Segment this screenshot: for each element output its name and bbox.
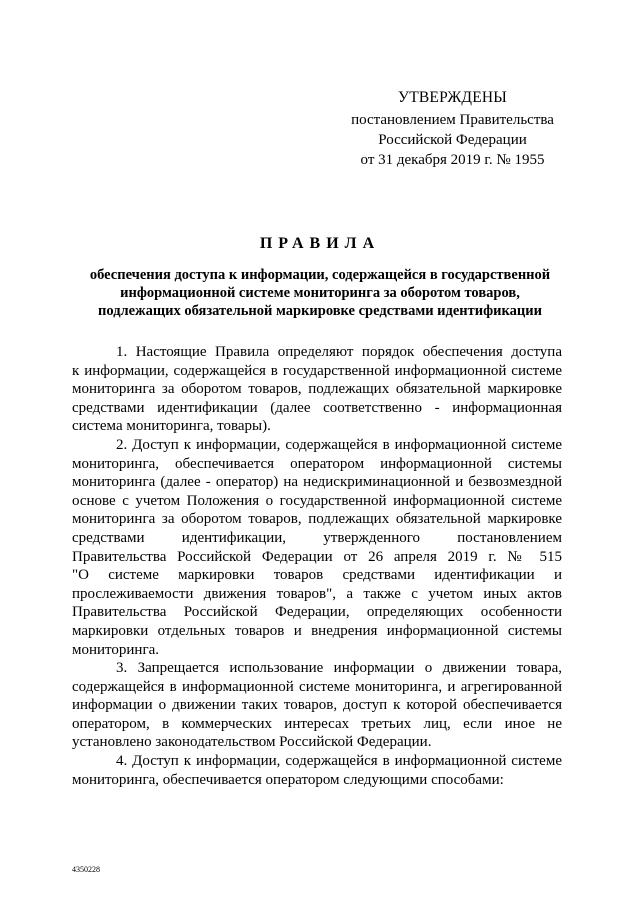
paragraph-line: мониторинга за оборотом товаров, подлежащих обязательной маркировке	[72, 381, 562, 398]
paragraph-line: прослеживаемости движения товаров", а также с учетом иных актов	[72, 585, 562, 602]
approval-block	[330, 88, 575, 170]
paragraph-line: 3. Запрещается использование информации о движении товара,	[116, 660, 562, 677]
approval-line: постановлением Правительства	[351, 112, 554, 128]
approval-heading: УТВЕРЖДЕНЫ	[398, 89, 507, 106]
paragraph-line: 1. Настоящие Правила определяют порядок обеспечения доступа	[116, 344, 562, 360]
paragraph-line: установлено законодательством Российской Федерации.	[72, 734, 432, 751]
paragraph-line: мониторинга.	[72, 641, 160, 658]
paragraph-line: мониторинга, обеспечивается оператором информационной системы	[72, 455, 562, 472]
paragraph-line: средствами идентификации (далее соответственно - информационная	[72, 399, 562, 416]
paragraph	[72, 752, 562, 789]
paragraph-line: оператором, в коммерческих интересах третьих лиц, если иное не	[72, 715, 562, 732]
paragraph-line: к информации, содержащейся в государственной информационной системе	[72, 362, 562, 379]
approval-line: Российской Федерации	[378, 132, 527, 148]
paragraph-line: маркировки отдельных товаров и внедрения информационной системы	[72, 622, 562, 639]
paragraph-line: "О системе маркировки товаров средствами идентификации и	[72, 567, 562, 584]
paragraph	[72, 436, 562, 659]
paragraph-line: основе с учетом Положения о государственной информационной системе	[72, 492, 562, 509]
subtitle-line: подлежащих обязательной маркировке средствами идентификации	[98, 303, 542, 319]
paragraph	[72, 343, 562, 436]
paragraph	[72, 659, 562, 752]
paragraph-line: информации о движении таких товаров, доступ к которой обеспечивается	[72, 697, 562, 714]
document-subtitle	[60, 266, 580, 320]
document-body	[72, 343, 562, 789]
paragraph-line: 4. Доступ к информации, содержащейся в информационной системе	[116, 753, 562, 770]
footer-document-code: 4350228	[72, 865, 100, 874]
document-title: ПРАВИЛА	[259, 235, 381, 252]
paragraph-line: средствами идентификации, утвержденного постановлением	[72, 529, 562, 546]
paragraph-line: мониторинга, обеспечивается оператором следующими способами:	[72, 771, 504, 788]
paragraph-line: мониторинга (далее - оператор) на недискриминационной и безвозмездной	[72, 474, 562, 491]
subtitle-line: обеспечения доступа к информации, содержащейся в государственной	[89, 267, 551, 283]
paragraph-line: Правительства Российской Федерации, определяющих особенности	[72, 604, 562, 621]
paragraph-line: Правительства Российской Федерации от 26 апреля 2019 г. № 515	[72, 548, 562, 565]
paragraph-line: содержащейся в информационной системе мониторинга, и агрегированной	[72, 678, 562, 695]
paragraph-line: мониторинга за оборотом товаров, подлежащих обязательной маркировке	[72, 511, 562, 528]
paragraph-line: система мониторинга, товары).	[72, 418, 271, 435]
paragraph-line: 2. Доступ к информации, содержащейся в информационной системе	[116, 436, 562, 453]
subtitle-line: информационной системе мониторинга за оборотом товаров,	[120, 285, 520, 301]
approval-line: от 31 декабря 2019 г. № 1955	[360, 152, 545, 168]
